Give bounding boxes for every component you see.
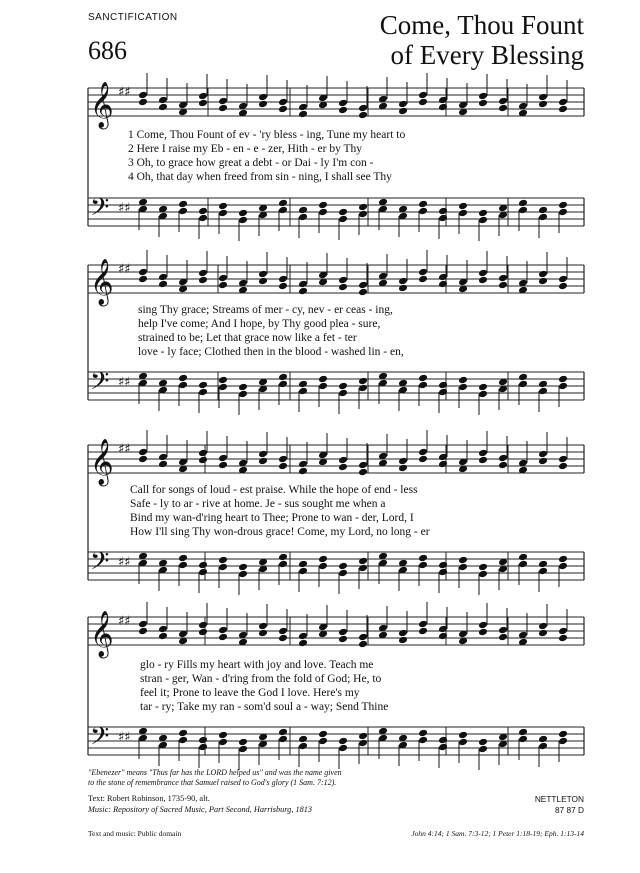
note-head <box>338 635 348 644</box>
note-head <box>558 462 568 471</box>
note-head <box>158 103 168 112</box>
note-head <box>158 632 168 641</box>
note-head <box>238 390 248 399</box>
note-head <box>458 376 468 385</box>
lyric-line: 1 Come, Thou Fount of ev - 'ry bless - ing, Tune my heart to <box>128 129 406 141</box>
note-head <box>298 460 308 469</box>
note-head <box>258 622 268 631</box>
note-head <box>218 104 228 113</box>
note-head <box>518 728 528 737</box>
note-head <box>458 731 468 740</box>
note-head <box>398 629 408 638</box>
hymn-number: 686 <box>88 36 127 65</box>
key-signature-icon: ♯♯ <box>118 85 131 100</box>
note-head <box>218 281 228 290</box>
note-head <box>538 93 548 102</box>
note-head <box>338 215 348 224</box>
note-head <box>178 736 188 745</box>
note-head <box>298 110 308 119</box>
note-head <box>398 100 408 109</box>
lyric-line: help I've come; And I hope, by Thy good plea - sure, <box>138 318 381 330</box>
note-head <box>538 206 548 215</box>
footnote-line-1: "Ebenezer" means "Thus far has the LORD helped us" and was the name given <box>88 768 342 777</box>
hymn-title-line-2: of Every Blessing <box>390 40 584 70</box>
note-head <box>238 216 248 225</box>
note-head <box>138 627 148 636</box>
note-head <box>278 455 288 464</box>
lyric-line: stran - ger, Wan - d'ring from the fold of God; He, to <box>140 673 382 685</box>
note-head <box>418 207 428 216</box>
note-head <box>278 553 288 562</box>
note-head <box>398 277 408 286</box>
note-head <box>538 622 548 631</box>
note-head <box>418 268 428 277</box>
note-head <box>558 275 568 284</box>
lyric-line: tar - ry; Take my ran - som'd soul a - way; Send Thine <box>140 701 389 713</box>
note-head <box>278 728 288 737</box>
note-head <box>198 92 208 101</box>
note-head <box>138 455 148 464</box>
scripture-references: John 4:14; 1 Sam. 7:3-12; 1 Peter 1:18-19; Eph. 1:13-14 <box>411 829 584 838</box>
note-head <box>218 274 228 283</box>
note-head <box>478 276 488 285</box>
note-head <box>358 377 368 386</box>
note-head <box>558 562 568 571</box>
treble-clef-icon: 𝄞 <box>90 259 114 305</box>
note-head <box>198 388 208 397</box>
note-head <box>318 375 328 384</box>
lyric-line: Bind my wan-d'ring heart to Thee; Prone to wan - der, Lord, I <box>130 512 414 524</box>
note-head <box>478 269 488 278</box>
note-head <box>278 275 288 284</box>
note-head <box>538 450 548 459</box>
note-head <box>498 97 508 106</box>
note-head <box>218 202 228 211</box>
footnote-line-2: to the stone of remembrance that Samuel raised to God's glory (1 Sam. 7:12). <box>88 778 337 787</box>
note-head <box>498 454 508 463</box>
lyric-line: sing Thy grace; Streams of mer - cy, nev - er ceas - ing, <box>138 304 393 316</box>
note-head <box>338 106 348 115</box>
note-head <box>298 280 308 289</box>
note-head <box>558 201 568 210</box>
note-head <box>538 567 548 576</box>
note-head <box>218 383 228 392</box>
text-credit: Text: Robert Robinson, 1735-90, alt. <box>88 794 210 803</box>
note-head <box>538 560 548 569</box>
note-head <box>298 103 308 112</box>
note-head <box>478 383 488 392</box>
lyric-line: 3 Oh, to grace how great a debt - or Dai - ly I'm con - <box>128 157 374 169</box>
section-heading: SANCTIFICATION <box>88 12 178 23</box>
note-head <box>178 381 188 390</box>
treble-clef-icon: 𝄞 <box>90 82 114 128</box>
note-head <box>138 98 148 107</box>
note-head <box>298 632 308 641</box>
note-head <box>298 287 308 296</box>
note-head <box>358 281 368 290</box>
note-head <box>218 738 228 747</box>
note-head <box>278 373 288 382</box>
note-head <box>418 448 428 457</box>
note-head <box>358 633 368 642</box>
note-head <box>358 557 368 566</box>
note-head <box>198 736 208 745</box>
note-head <box>158 453 168 462</box>
note-head <box>418 200 428 209</box>
note-head <box>358 732 368 741</box>
note-head <box>418 381 428 390</box>
note-head <box>138 275 148 284</box>
note-head <box>338 737 348 746</box>
key-signature-icon: ♯♯ <box>118 730 131 745</box>
note-head <box>198 269 208 278</box>
note-head <box>358 739 368 748</box>
note-head <box>338 276 348 285</box>
note-head <box>278 462 288 471</box>
note-head <box>298 567 308 576</box>
note-head <box>358 564 368 573</box>
note-head <box>478 738 488 747</box>
note-head <box>498 461 508 470</box>
note-head <box>318 737 328 746</box>
bass-clef-icon: 𝄢 <box>90 193 110 228</box>
note-head <box>238 738 248 747</box>
note-head <box>358 461 368 470</box>
note-head <box>138 620 148 629</box>
note-head <box>198 276 208 285</box>
note-head <box>518 380 528 389</box>
note-head <box>318 730 328 739</box>
bass-clef-icon: 𝄢 <box>90 547 110 582</box>
note-head <box>458 563 468 572</box>
tune-name: NETTLETON <box>534 794 584 804</box>
note-head <box>218 461 228 470</box>
note-head <box>478 92 488 101</box>
note-head <box>198 214 208 223</box>
note-head <box>258 457 268 466</box>
note-head <box>478 570 488 579</box>
note-head <box>558 105 568 114</box>
note-head <box>258 100 268 109</box>
note-head <box>278 282 288 291</box>
note-head <box>158 96 168 105</box>
note-head <box>418 374 428 383</box>
note-head <box>338 463 348 472</box>
note-head <box>298 387 308 396</box>
note-head <box>498 626 508 635</box>
note-head <box>138 268 148 277</box>
note-head <box>178 561 188 570</box>
note-head <box>418 736 428 745</box>
note-head <box>478 628 488 637</box>
key-signature-icon: ♯♯ <box>118 442 131 457</box>
key-signature-icon: ♯♯ <box>118 262 131 277</box>
note-head <box>518 206 528 215</box>
note-head <box>558 555 568 564</box>
note-head <box>338 562 348 571</box>
key-signature-icon: ♯♯ <box>118 375 131 390</box>
note-head <box>318 562 328 571</box>
note-head <box>498 281 508 290</box>
note-head <box>558 382 568 391</box>
note-head <box>418 554 428 563</box>
note-head <box>338 382 348 391</box>
note-head <box>398 457 408 466</box>
note-head <box>358 468 368 477</box>
note-head <box>298 213 308 222</box>
key-signature-icon: ♯♯ <box>118 201 131 216</box>
note-head <box>238 209 248 218</box>
note-head <box>478 449 488 458</box>
note-head <box>238 570 248 579</box>
bass-clef-icon: 𝄢 <box>90 367 110 402</box>
note-head <box>418 729 428 738</box>
note-head <box>258 450 268 459</box>
key-signature-icon: ♯♯ <box>118 555 131 570</box>
note-head <box>358 104 368 113</box>
lyric-line: glo - ry Fills my heart with joy and love. Teach me <box>140 659 374 671</box>
note-head <box>418 561 428 570</box>
lyric-line: How I'll sing Thy won-drous grace! Come, my Lord, no long - er <box>130 526 430 538</box>
note-head <box>258 629 268 638</box>
note-head <box>338 208 348 217</box>
note-head <box>198 743 208 752</box>
note-head <box>558 627 568 636</box>
note-head <box>418 275 428 284</box>
note-head <box>418 98 428 107</box>
note-head <box>278 380 288 389</box>
note-head <box>218 633 228 642</box>
note-head <box>538 213 548 222</box>
note-head <box>458 556 468 565</box>
note-head <box>358 203 368 212</box>
note-head <box>278 105 288 114</box>
note-head <box>358 288 368 297</box>
treble-clef-icon: 𝄞 <box>90 611 114 657</box>
note-head <box>218 563 228 572</box>
note-head <box>138 91 148 100</box>
note-head <box>218 97 228 106</box>
note-head <box>258 93 268 102</box>
note-head <box>278 627 288 636</box>
note-head <box>358 384 368 393</box>
note-head <box>538 457 548 466</box>
note-head <box>478 621 488 630</box>
note-head <box>198 628 208 637</box>
note-head <box>198 568 208 577</box>
note-head <box>478 99 488 108</box>
note-head <box>358 210 368 219</box>
note-head <box>398 284 408 293</box>
note-head <box>298 735 308 744</box>
note-head <box>338 456 348 465</box>
note-head <box>198 621 208 630</box>
note-head <box>258 277 268 286</box>
note-head <box>498 104 508 113</box>
note-head <box>398 464 408 473</box>
note-head <box>538 742 548 751</box>
treble-clef-icon: 𝄞 <box>90 439 114 485</box>
note-head <box>238 745 248 754</box>
note-head <box>178 200 188 209</box>
hymn-title-line-1: Come, Thou Fount <box>379 10 584 40</box>
note-head <box>398 636 408 645</box>
note-head <box>218 556 228 565</box>
tune-meter: 87 87 D <box>554 805 584 815</box>
note-head <box>518 560 528 569</box>
note-head <box>518 373 528 382</box>
lyric-line: Call for songs of loud - est praise. While the hope of end - less <box>130 484 418 496</box>
note-head <box>278 634 288 643</box>
note-head <box>198 449 208 458</box>
note-head <box>458 209 468 218</box>
note-head <box>178 729 188 738</box>
note-head <box>518 735 528 744</box>
note-head <box>498 274 508 283</box>
lyric-line: love - ly face; Clothed then in the blood - washed lin - en, <box>138 346 404 358</box>
note-head <box>278 199 288 208</box>
lyric-line: feel it; Prone to leave the God I love. Here's my <box>140 687 360 699</box>
note-head <box>558 634 568 643</box>
copyright-notice: Text and music: Public domain <box>88 829 182 838</box>
note-head <box>138 448 148 457</box>
note-head <box>558 730 568 739</box>
note-head <box>398 107 408 116</box>
note-head <box>298 206 308 215</box>
note-head <box>298 639 308 648</box>
note-head <box>158 273 168 282</box>
note-head <box>218 376 228 385</box>
note-head <box>478 390 488 399</box>
note-head <box>538 270 548 279</box>
note-head <box>318 208 328 217</box>
note-head <box>338 569 348 578</box>
note-head <box>478 209 488 218</box>
bass-clef-icon: 𝄢 <box>90 722 110 757</box>
note-head <box>338 389 348 398</box>
note-head <box>558 455 568 464</box>
note-head <box>538 629 548 638</box>
note-head <box>558 282 568 291</box>
note-head <box>478 745 488 754</box>
note-head <box>498 633 508 642</box>
note-head <box>218 209 228 218</box>
note-head <box>178 374 188 383</box>
note-head <box>178 554 188 563</box>
note-head <box>458 383 468 392</box>
music-credit: Music: Repository of Sacred Music, Part Second, Harrisburg, 1813 <box>88 805 313 814</box>
note-head <box>318 382 328 391</box>
note-head <box>558 375 568 384</box>
note-head <box>218 454 228 463</box>
note-head <box>418 627 428 636</box>
note-head <box>218 731 228 740</box>
note-head <box>238 563 248 572</box>
note-head <box>558 98 568 107</box>
lyric-line: Safe - ly to ar - rive at home. Je - sus sought me when a <box>130 498 386 510</box>
note-head <box>338 99 348 108</box>
note-head <box>478 563 488 572</box>
note-head <box>278 98 288 107</box>
lyric-line: 4 Oh, that day when freed from sin - ning, I shall see Thy <box>128 171 392 183</box>
note-head <box>198 99 208 108</box>
note-head <box>538 100 548 109</box>
note-head <box>538 387 548 396</box>
note-head <box>198 207 208 216</box>
note-head <box>198 561 208 570</box>
note-head <box>538 277 548 286</box>
note-head <box>158 280 168 289</box>
note-head <box>418 91 428 100</box>
note-head <box>478 456 488 465</box>
note-head <box>418 455 428 464</box>
note-head <box>278 206 288 215</box>
note-head <box>418 620 428 629</box>
note-head <box>198 381 208 390</box>
key-signature-icon: ♯♯ <box>118 614 131 629</box>
note-head <box>298 742 308 751</box>
note-head <box>478 216 488 225</box>
note-head <box>458 202 468 211</box>
note-head <box>278 560 288 569</box>
note-head <box>238 383 248 392</box>
lyric-line: 2 Here I raise my Eb - en - e - zer, Hith - er by Thy <box>128 143 363 155</box>
note-head <box>558 208 568 217</box>
note-head <box>338 744 348 753</box>
note-head <box>278 735 288 744</box>
note-head <box>158 625 168 634</box>
note-head <box>518 553 528 562</box>
note-head <box>358 640 368 649</box>
note-head <box>538 380 548 389</box>
note-head <box>298 560 308 569</box>
note-head <box>558 737 568 746</box>
note-head <box>518 199 528 208</box>
note-head <box>358 111 368 120</box>
note-head <box>178 207 188 216</box>
note-head <box>198 456 208 465</box>
lyric-line: strained to be; Let that grace now like a fet - ter <box>138 332 357 344</box>
note-head <box>458 738 468 747</box>
note-head <box>258 270 268 279</box>
note-head <box>338 628 348 637</box>
note-head <box>318 201 328 210</box>
note-head <box>538 735 548 744</box>
note-head <box>298 467 308 476</box>
note-head <box>338 283 348 292</box>
note-head <box>158 460 168 469</box>
note-head <box>218 626 228 635</box>
note-head <box>298 380 308 389</box>
note-head <box>318 555 328 564</box>
